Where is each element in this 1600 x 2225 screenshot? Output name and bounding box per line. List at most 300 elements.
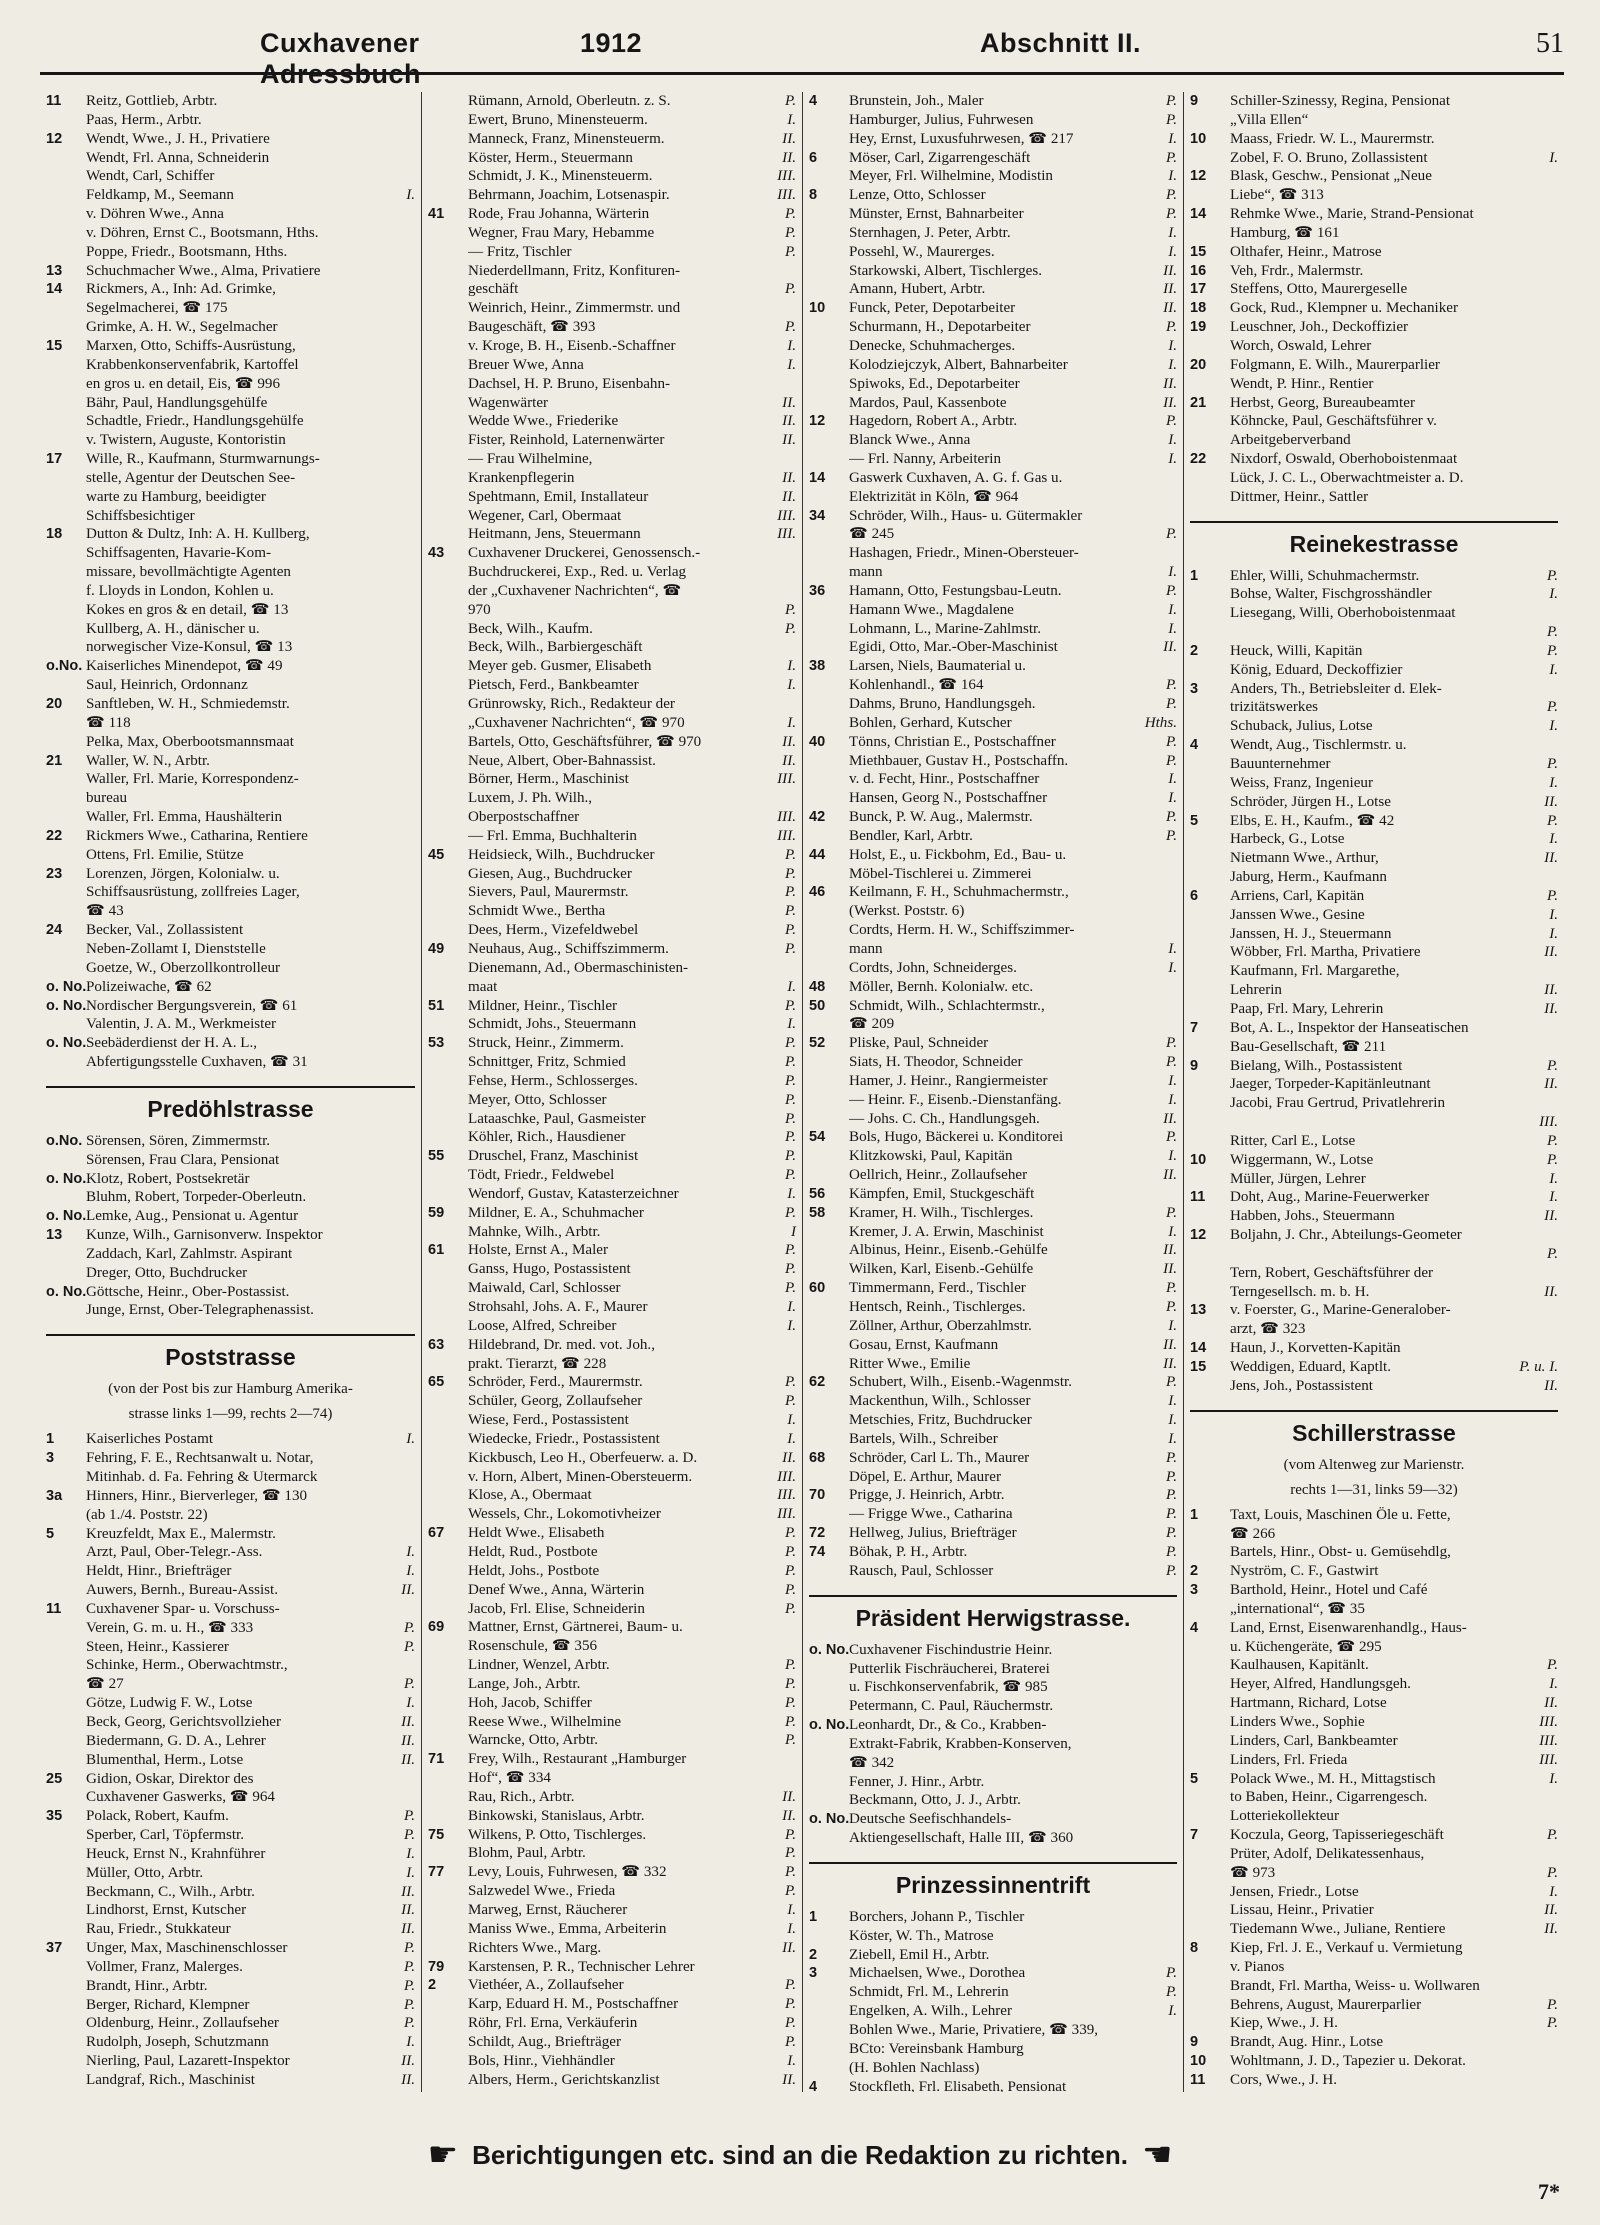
- entry-text: Hamburg, ☎ 161: [1230, 224, 1340, 241]
- directory-entry: [1190, 1525, 1558, 1544]
- house-number: [1190, 1638, 1230, 1657]
- house-number: o. No.: [46, 997, 87, 1014]
- floor-marker: [782, 582, 796, 601]
- column-1: [40, 92, 421, 2092]
- entry-text: Dreger, Otto, Buchdrucker: [86, 1264, 248, 1281]
- directory-entry: [428, 789, 796, 808]
- directory-entry: [1190, 1581, 1558, 1600]
- floor-marker: [401, 638, 415, 657]
- directory-entry: [46, 1675, 415, 1694]
- directory-entry: [428, 1769, 796, 1788]
- directory-entry: [809, 1562, 1177, 1581]
- entry-text: Meyer, Frl. Wilhelmine, Modistin: [849, 168, 1053, 185]
- entry-text: Lindner, Wenzel, Arbtr.: [468, 1657, 610, 1674]
- floor-marker: II.: [401, 1732, 415, 1749]
- directory-entry: [809, 1279, 1177, 1298]
- house-number: 15: [1190, 243, 1207, 260]
- entry-text: Barthold, Heinr., Hotel und Café: [1230, 1582, 1428, 1599]
- floor-marker: P.: [403, 1676, 415, 1693]
- floor-marker: P.: [784, 865, 796, 882]
- house-number: [46, 1188, 86, 1207]
- entry-text: Cordts, John, Schneiderges.: [849, 959, 1017, 976]
- house-number: 5: [1190, 812, 1199, 829]
- floor-marker: P.: [1165, 93, 1177, 109]
- directory-entry: [1190, 299, 1558, 318]
- house-number: 14: [1190, 206, 1207, 223]
- house-number: [809, 1468, 849, 1487]
- directory-entry: [46, 959, 415, 978]
- entry-text: Harbeck, G., Lotse: [1230, 831, 1345, 848]
- directory-entry: [46, 657, 415, 676]
- floor-marker: [1544, 262, 1558, 281]
- directory-entry: [1190, 1920, 1558, 1939]
- entry-text: v. d. Fecht, Hinr., Postschaffner: [849, 771, 1040, 788]
- floor-marker: P.: [1546, 1996, 1558, 2013]
- floor-marker: [782, 375, 796, 394]
- directory-entry: [46, 243, 415, 262]
- entry-text: Polizeiwache, ☎ 62: [86, 978, 212, 995]
- directory-entry: [809, 940, 1177, 959]
- house-number: 22: [46, 827, 63, 844]
- house-number: [46, 714, 86, 733]
- house-number: o. No.: [46, 1170, 87, 1187]
- directory-entry: [809, 1241, 1177, 1260]
- street-heading: Schillerstrasse: [1190, 1410, 1558, 1448]
- floor-marker: [782, 959, 796, 978]
- entry-text: prakt. Tierarzt, ☎ 228: [468, 1355, 607, 1372]
- floor-marker: II.: [1163, 1261, 1177, 1278]
- floor-marker: P.: [784, 1826, 796, 1843]
- entry-text: Krankenpflegerin: [468, 469, 575, 486]
- entry-text: Maniss Wwe., Emma, Arbeiterin: [468, 1920, 667, 1937]
- house-number: 16: [1190, 262, 1207, 279]
- house-number: [428, 111, 468, 130]
- directory-entry: [1190, 604, 1558, 623]
- floor-marker: P.: [784, 1525, 796, 1542]
- directory-entry: [809, 921, 1177, 940]
- floor-marker: P.: [1546, 812, 1558, 829]
- house-number: [809, 638, 849, 657]
- directory-entry: [46, 431, 415, 450]
- house-number: [1190, 925, 1230, 944]
- floor-marker: I.: [1549, 718, 1558, 735]
- floor-marker: P.: [1165, 1035, 1177, 1052]
- entry-text: Heuck, Ernst N., Krahnführer: [86, 1845, 266, 1862]
- entry-text: Verein, G. m. u. H., ☎ 333: [86, 1619, 254, 1636]
- directory-entry: [809, 1505, 1177, 1524]
- entry-text: Blask, Geschw., Pensionat „Neue: [1230, 168, 1432, 185]
- entry-text: (ab 1./4. Poststr. 22): [86, 1506, 208, 1523]
- house-number: [46, 1826, 86, 1845]
- entry-text: Leuschner, Joh., Deckoffizier: [1230, 319, 1409, 336]
- entry-text: Döpel, E. Arthur, Maurer: [849, 1468, 1001, 1485]
- floor-marker: P.: [1165, 1562, 1177, 1579]
- house-number: [1190, 1713, 1230, 1732]
- floor-marker: II.: [782, 1939, 796, 1956]
- directory-entry: [428, 883, 796, 902]
- entry-text: Oberpostschaffner: [468, 809, 580, 826]
- entry-text: ☎ 245: [849, 526, 895, 543]
- entry-text: Blanck Wwe., Anna: [849, 432, 971, 449]
- entry-text: Steffens, Otto, Maurergeselle: [1230, 281, 1408, 298]
- house-number: [428, 1166, 468, 1185]
- directory-entry: [1190, 1113, 1558, 1132]
- entry-text: Kaiserliches Minendepot, ☎ 49: [86, 658, 283, 675]
- house-number: [428, 375, 468, 394]
- entry-text: Koczula, Georg, Tapisseriegeschäft: [1230, 1827, 1444, 1844]
- house-number: [809, 525, 849, 544]
- floor-marker: P.: [1546, 1864, 1558, 1881]
- directory-entry: [809, 959, 1177, 978]
- directory-entry: [809, 1392, 1177, 1411]
- floor-marker: P.: [1546, 1151, 1558, 1168]
- floor-marker: P.: [784, 281, 796, 298]
- house-number: [809, 1015, 849, 1034]
- house-number: [1190, 412, 1230, 431]
- house-number: o. No.: [46, 1208, 87, 1225]
- house-number: 18: [46, 526, 63, 543]
- floor-marker: I.: [1168, 2003, 1177, 2020]
- floor-marker: P.: [784, 1072, 796, 1089]
- floor-marker: [401, 111, 415, 130]
- house-number: [46, 1675, 86, 1694]
- floor-marker: III.: [777, 1468, 796, 1485]
- house-number: [46, 205, 86, 224]
- house-number: [46, 1151, 86, 1170]
- entry-text: u. Fischkonservenfabrik, ☎ 985: [849, 1679, 1048, 1696]
- directory-entry: [1190, 167, 1558, 186]
- entry-text: Grünrowsky, Rich., Redakteur der: [468, 696, 675, 712]
- entry-text: Maiwald, Carl, Schlosser: [468, 1280, 621, 1297]
- house-number: [1190, 1694, 1230, 1713]
- house-number: [46, 507, 86, 526]
- house-number: o.No.: [46, 1132, 83, 1149]
- entry-text: Extrakt-Fabrik, Krabben-Konserven,: [849, 1735, 1072, 1752]
- floor-marker: II.: [1163, 1242, 1177, 1259]
- year: 1912: [580, 28, 643, 58]
- house-number: 79: [428, 1958, 445, 1975]
- house-number: 40: [809, 733, 826, 750]
- entry-text: Leonhardt, Dr., & Co., Krabben-: [849, 1717, 1047, 1734]
- floor-marker: II.: [1163, 1167, 1177, 1184]
- house-number: [1190, 585, 1230, 604]
- directory-entry: [46, 714, 415, 733]
- directory-entry: [1190, 412, 1558, 431]
- directory-entry: [428, 1976, 796, 1995]
- house-number: [428, 676, 468, 695]
- directory-entry: [46, 1015, 415, 1034]
- directory-entry: [46, 1132, 415, 1151]
- entry-text: Schmidt, Johs., Steuermann: [468, 1016, 637, 1033]
- floor-marker: I: [790, 1223, 796, 1240]
- floor-marker: I.: [1168, 130, 1177, 147]
- directory-entry: [428, 149, 796, 168]
- street-heading: Reinekestrasse: [1190, 521, 1558, 559]
- entry-text: Kämpfen, Emil, Stuckgeschäft: [849, 1185, 1035, 1202]
- floor-marker: I.: [1549, 1189, 1558, 1206]
- floor-marker: P.: [1546, 1245, 1558, 1262]
- entry-text: Klose, A., Obermaat: [468, 1487, 592, 1504]
- floor-marker: [1163, 1015, 1177, 1034]
- floor-marker: P.: [784, 922, 796, 939]
- directory-entry: [428, 902, 796, 921]
- house-number: [809, 1110, 849, 1129]
- entry-text: Bähr, Paul, Handlungsgehülfe: [86, 394, 268, 411]
- floor-marker: [1544, 224, 1558, 243]
- house-number: [46, 582, 86, 601]
- entry-text: ☎ 27: [86, 1676, 124, 1693]
- floor-marker: [401, 1301, 415, 1320]
- floor-marker: I.: [1549, 1883, 1558, 1900]
- floor-marker: [782, 544, 796, 563]
- house-number: [1190, 1751, 1230, 1770]
- directory-entry: [1190, 1788, 1558, 1807]
- entry-text: Rau, Rich., Arbtr.: [468, 1788, 575, 1805]
- directory-entry: [809, 1034, 1177, 1053]
- entry-text: Weddigen, Eduard, Kaptlt.: [1230, 1359, 1391, 1375]
- house-number: [428, 865, 468, 884]
- entry-text: Landgraf, Rich., Maschinist: [86, 2072, 255, 2088]
- entry-text: Baugeschäft, ☎ 393: [468, 319, 596, 336]
- directory-entry: [1190, 1000, 1558, 1019]
- street-heading: Poststrasse: [46, 1334, 415, 1372]
- directory-entry: [46, 1562, 415, 1581]
- floor-marker: II.: [782, 1807, 796, 1824]
- house-number: 12: [809, 413, 826, 430]
- floor-marker: II.: [1163, 639, 1177, 656]
- entry-text: Hamann Wwe., Magdalene: [849, 601, 1014, 618]
- floor-marker: P.: [1165, 1129, 1177, 1146]
- house-number: [428, 2014, 468, 2033]
- directory-entry: [1190, 661, 1558, 680]
- floor-marker: P.: [403, 1638, 415, 1655]
- house-number: 11: [1190, 2072, 1206, 2088]
- directory-entry: [46, 544, 415, 563]
- directory-entry: [1190, 1188, 1558, 1207]
- floor-marker: [782, 450, 796, 469]
- footer-note: [40, 2130, 1560, 2180]
- floor-marker: [401, 676, 415, 695]
- entry-text: Becker, Val., Zollassistent: [86, 922, 244, 939]
- floor-marker: P.: [784, 1280, 796, 1297]
- house-number: 17: [1190, 281, 1207, 298]
- floor-marker: I.: [1168, 1072, 1177, 1089]
- floor-marker: [1544, 375, 1558, 394]
- entry-text: Köhncke, Paul, Geschäftsführer v.: [1230, 413, 1437, 430]
- entry-text: Maass, Friedr. W. L., Maurermstr.: [1230, 130, 1435, 147]
- entry-text: Mahnke, Wilh., Arbtr.: [468, 1223, 601, 1240]
- house-number: o. No.: [809, 1717, 850, 1734]
- directory-entry: [809, 1166, 1177, 1185]
- floor-marker: P.: [784, 601, 796, 618]
- floor-marker: P.: [1546, 642, 1558, 659]
- directory-entry: [46, 1506, 415, 1525]
- entry-text: Hansen, Georg N., Postschaffner: [849, 790, 1048, 807]
- floor-marker: P.: [784, 884, 796, 901]
- floor-marker: I.: [1549, 149, 1558, 166]
- directory-entry: [46, 1638, 415, 1657]
- directory-entry: [809, 770, 1177, 789]
- directory-entry: [428, 1279, 796, 1298]
- house-number: [809, 1260, 849, 1279]
- floor-marker: [1544, 680, 1558, 699]
- entry-text: Jaeger, Torpeder-Kapitänleutnant: [1230, 1076, 1431, 1093]
- floor-marker: II.: [1544, 1000, 1558, 1017]
- directory-entry: [809, 1355, 1177, 1374]
- floor-marker: I.: [787, 1902, 796, 1918]
- floor-marker: I.: [406, 1544, 415, 1561]
- directory-entry: [809, 149, 1177, 168]
- floor-marker: [1544, 1525, 1558, 1544]
- directory-entry: [46, 1788, 415, 1807]
- column-4: [1183, 92, 1564, 2092]
- floor-marker: II.: [1544, 982, 1558, 999]
- directory-entry: [809, 1185, 1177, 1204]
- house-number: [809, 676, 849, 695]
- entry-text: v. Döhren, Ernst C., Bootsmann, Hths.: [86, 224, 319, 241]
- directory-entry: [1190, 1377, 1558, 1396]
- entry-text: Kolodziejczyk, Albert, Bahnarbeiter: [849, 356, 1068, 373]
- house-number: [428, 921, 468, 940]
- house-number: [428, 1411, 468, 1430]
- house-number: 13: [46, 1227, 63, 1244]
- floor-marker: [401, 657, 415, 676]
- house-number: [428, 224, 468, 243]
- entry-text: Feldkamp, M., Seemann: [86, 187, 234, 204]
- entry-text: Cordts, Herm. H. W., Schiffszimmer-: [849, 922, 1075, 939]
- floor-marker: I.: [1549, 586, 1558, 603]
- house-number: [428, 431, 468, 450]
- floor-marker: [1163, 1660, 1177, 1679]
- entry-text: der „Cuxhavener Nachrichten“, ☎: [468, 582, 682, 599]
- entry-text: Bot, A. L., Inspektor der Hanseatischen: [1230, 1019, 1469, 1036]
- house-number: o. No.: [46, 978, 87, 995]
- floor-marker: III.: [777, 771, 796, 788]
- floor-marker: [1163, 2040, 1177, 2059]
- directory-entry: [809, 865, 1177, 884]
- house-number: [809, 789, 849, 808]
- house-number: [46, 1883, 86, 1902]
- entry-text: Folgmann, E. Wilh., Maurerparlier: [1230, 356, 1440, 373]
- floor-marker: P.: [403, 1827, 415, 1844]
- entry-text: ☎ 266: [1230, 1525, 1276, 1542]
- entry-text: Struck, Heinr., Zimmerm.: [468, 1035, 624, 1052]
- directory-entry: [1190, 1057, 1558, 1076]
- floor-marker: [1163, 2078, 1177, 2092]
- house-number: [46, 1656, 86, 1675]
- entry-text: Wilken, Karl, Eisenb.-Gehülfe: [849, 1261, 1034, 1278]
- entry-text: Röhr, Frl. Erna, Verkäuferin: [468, 2015, 638, 2032]
- entry-text: Böhak, P. H., Arbtr.: [849, 1543, 968, 1560]
- directory-entry: [809, 186, 1177, 205]
- entry-text: Sievers, Paul, Maurermstr.: [468, 884, 629, 901]
- directory-entry: [1190, 431, 1558, 450]
- house-number: [46, 1264, 86, 1283]
- entry-text: Arbeitgeberverband: [1230, 432, 1351, 449]
- floor-marker: P.: [1165, 752, 1177, 769]
- directory-entry: [809, 1317, 1177, 1336]
- directory-entry: [46, 883, 415, 902]
- house-number: 8: [809, 187, 818, 204]
- directory-entry: [46, 1543, 415, 1562]
- entry-text: Bartels, Wilh., Schreiber: [849, 1430, 998, 1447]
- entry-text: Hoh, Jacob, Schiffer: [468, 1694, 592, 1711]
- entry-text: Putterlik Fischräucherei, Braterei: [849, 1660, 1050, 1677]
- entry-text: [1230, 1113, 1535, 1132]
- entry-text: Zobel, F. O. Bruno, Zollassistent: [1230, 149, 1428, 166]
- house-number: [46, 1468, 86, 1487]
- directory-entry: [428, 1128, 796, 1147]
- directory-entry: [428, 1637, 796, 1656]
- entry-text: Linders, Carl, Bankbeamter: [1230, 1732, 1398, 1749]
- directory-entry: [809, 789, 1177, 808]
- directory-entry: [428, 243, 796, 262]
- house-number: [428, 1882, 468, 1901]
- directory-entry: [809, 1773, 1177, 1792]
- house-number: [46, 469, 86, 488]
- floor-marker: [401, 375, 415, 394]
- floor-marker: I.: [787, 714, 796, 731]
- directory-entry: [428, 1373, 796, 1392]
- floor-marker: P.: [784, 1883, 796, 1900]
- directory-entry: [1190, 337, 1558, 356]
- floor-marker: [1544, 2033, 1558, 2052]
- entry-text: Valentin, J. A. M., Werkmeister: [86, 1016, 277, 1033]
- floor-marker: P.: [784, 1204, 796, 1221]
- directory-entry: [428, 1675, 796, 1694]
- house-number: [809, 1678, 849, 1697]
- house-number: [428, 770, 468, 789]
- directory-entry: [1190, 1977, 1558, 1996]
- directory-entry: [1190, 868, 1558, 887]
- house-number: 54: [809, 1129, 826, 1146]
- house-number: [428, 1260, 468, 1279]
- house-number: [428, 337, 468, 356]
- floor-marker: P.: [1165, 1543, 1177, 1560]
- entry-text: Bartels, Hinr., Obst- u. Gemüsehdlg,: [1230, 1544, 1451, 1561]
- house-number: [809, 1505, 849, 1524]
- directory-entry: [428, 921, 796, 940]
- house-number: [1190, 469, 1230, 488]
- house-number: 56: [809, 1185, 826, 1202]
- floor-marker: P.: [784, 1543, 796, 1560]
- floor-marker: P.: [1546, 1657, 1558, 1674]
- directory-entry: [1190, 2014, 1558, 2033]
- floor-marker: [401, 394, 415, 413]
- entry-text: Heldt, Hinr., Briefträger: [86, 1563, 232, 1580]
- entry-text: Miethbauer, Gustav H., Postschaffn.: [849, 752, 1069, 769]
- floor-marker: [401, 883, 415, 902]
- house-number: [1190, 1525, 1230, 1544]
- directory-entry: [1190, 642, 1558, 661]
- directory-entry: [809, 827, 1177, 846]
- floor-marker: [1544, 736, 1558, 755]
- directory-entry: [809, 1660, 1177, 1679]
- floor-marker: [401, 827, 415, 846]
- entry-text: Müller, Otto, Arbtr.: [86, 1864, 204, 1881]
- entry-text: Hagedorn, Robert A., Arbtr.: [849, 413, 1018, 430]
- entry-text: Linders Wwe., Sophie: [1230, 1713, 1365, 1730]
- floor-marker: [1163, 2059, 1177, 2078]
- entry-text: Manneck, Franz, Minensteuerm.: [468, 130, 665, 147]
- house-number: 14: [809, 469, 826, 486]
- entry-text: Schmidt, Wilh., Schlachtermstr.,: [849, 997, 1045, 1014]
- entry-text: Liebe“, ☎ 313: [1230, 187, 1324, 204]
- floor-marker: I.: [1168, 940, 1177, 957]
- house-number: 1: [1190, 1506, 1199, 1523]
- directory-entry: [428, 1656, 796, 1675]
- entry-text: Hamer, J. Heinr., Rangiermeister: [849, 1072, 1048, 1089]
